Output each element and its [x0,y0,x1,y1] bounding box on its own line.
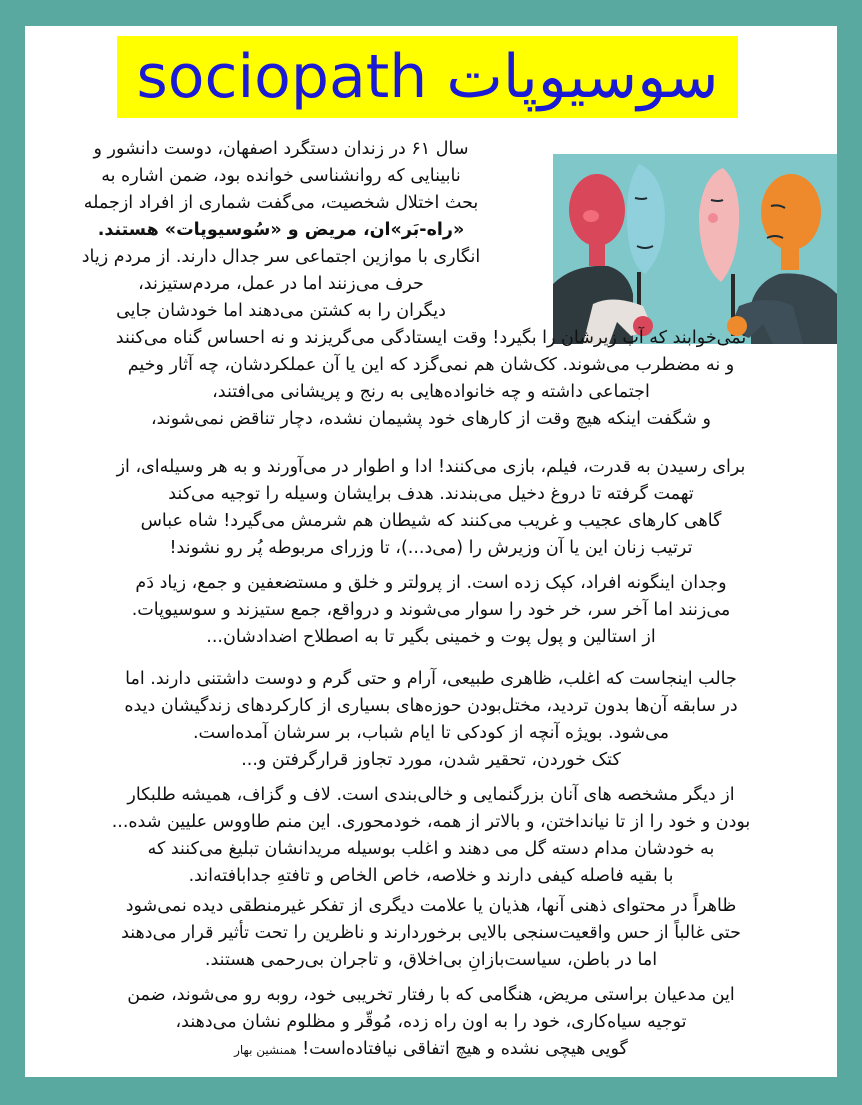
paragraph-line: «راه-بَر»ان، مریض و «سُوسیوپات» هستند. [97,220,465,240]
paragraph-5 [31,782,831,890]
paragraph-line: توجیه سیاه‌کاری، خود را به اون راه زده، مُوقّر و مظلوم نشان می‌دهند، [175,1012,687,1032]
paragraph-line: با بقیه فاصله کیفی دارند و خلاصه، خاص الخاص و تافتهِ جدابافته‌اند. [188,866,674,886]
paragraph-line: جالب اینجاست که اغلب، ظاهری طبیعی، آرام و حتی گرم و دوست داشتنی دارند. اما [125,669,737,689]
paragraph-line: بحث اختلال شخصیت، می‌گفت شماری از افراد ازجمله [83,193,479,213]
paragraph-line: و شگفت اینکه هیچ وقت از کارهای خود پشیمان نشده، دچار تناقض نمی‌شوند، [151,409,711,429]
paragraph-line: وجدان اینگونه افراد، کپک زده است. از پرولتر و خلق و مستضعفین و جمع، زیاد دَم [135,573,727,593]
paragraph-4 [31,666,831,774]
two-faced-people-with-masks-illustration [553,154,837,344]
paragraph-line: و نه مضطرب می‌شوند. کک‌شان هم نمی‌گزد که این یا آن عملکردشان، چه آثار وخیم [127,355,735,375]
paragraph-line: در سابقه آن‌ها بدون تردید، مختل‌بودن حوزه‌های بسیاری از کارکردهای زندگیشان دیده [124,696,738,716]
paragraph-7 [31,982,831,1064]
paragraph-line: اما در باطن، سیاست‌بازانِ بی‌اخلاق، و تاجران بی‌رحمی هستند. [204,950,658,970]
page-title: سوسیوپات sociopath [136,42,719,112]
paragraph-2 [31,454,831,562]
paragraph-line: گویی هیچی نشده و هیچ اتفاقی نیافتاده‌است! [302,1039,628,1059]
author-signature: همنشین بهار [234,1043,297,1057]
paragraph-line: می‌شود. بویژه آنچه از کودکی تا ایام شباب، بر سرشان آمده‌است. [192,723,670,743]
page [25,26,837,1077]
paragraph-line: این مدعیان براستی مریض، هنگامی که با رفتار تخریبی خود، روبه رو می‌شوند، ضمن [127,985,735,1005]
title-banner [117,36,738,118]
paragraph-line: سال ۶۱ در زندان دستگرد اصفهان، دوست دانشور و [93,139,469,159]
paragraph-line: حرف می‌زنند اما در عمل، مردم‌ستیزند، [138,274,424,294]
paragraph-line: حتی غالباً از حس واقعیت‌سنجی بالایی برخوردارند و ناظرین را تحت تأثیر قرار می‌دهند [121,923,741,943]
paragraph-line: به خودشان مدام دسته گل می دهند و اغلب بوسیله مریدانشان تبلیغ می‌کنند که [147,839,715,859]
paragraph-3 [31,570,831,651]
paragraph-6 [31,893,831,974]
paragraph-line: از استالین و پول پوت و خمینی بگیر تا به اصطلاح اضدادشان... [206,627,656,647]
paragraph-line: نمی‌خوابند که آب زیرشان را بگیرد! وقت ایستادگی می‌گریزند و نه احساس گناه می‌کنند [115,328,747,348]
paragraph-line: اجتماعی داشته و چه خانواده‌هایی به رنج و پریشانی می‌افتند، [212,382,650,402]
paragraph-1-continued [31,325,831,433]
paragraph-line: انگاری با موازین اجتماعی سر جدال دارند. از مردم زیاد [81,247,481,267]
paragraph-line: ترتیب زنان این یا آن وزیرش را (می‌د...)، تا وزرای مربوطه پُر رو نشوند! [169,538,693,558]
paragraph-line: برای رسیدن به قدرت، فیلم، بازی می‌کنند! ادا و اطوار در می‌آورند و به هر وسیله‌ای، از [116,457,746,477]
paragraph-line: دیگران را به کشتن می‌دهند اما خودشان جایی [116,301,446,321]
paragraph-line: از دیگر مشخصه های آنان بزرگنمایی و خالی‌بندی است. لاف و گزاف، همیشه طلبکار [127,785,735,805]
paragraph-1 [25,136,537,325]
paragraph-line: می‌زنند اما آخر سر، خر خود را سوار می‌شوند و درواقع، جمع ستیزند و سوسیوپات. [131,600,731,620]
paragraph-line: گاهی کارهای عجیب و غریب می‌کنند که شیطان هم شرمش می‌گیرد! شاه عباس [140,511,722,531]
paragraph-line: تهمت گرفته تا دروغ دخیل می‌بندند. هدف برایشان وسیله را توجیه می‌کند [168,484,694,504]
paragraph-line: بودن و خود را از تا نیانداختن، و بالاتر از همه، خودمحوری. این منم طاووس علیین شده... [111,812,751,832]
paragraph-last-line [31,1036,831,1064]
paragraph-line: ظاهراً در محتوای ذهنی آنها، هذیان یا علامت دیگری از تفکر غیرمنطقی دیده نمی‌شود [125,896,737,916]
paragraph-line: نابینایی که روانشناسی خوانده بود، ضمن اشاره به [101,166,461,186]
masks-illustration-svg [553,154,837,344]
paragraph-line: کتک خوردن، تحقیر شدن، مورد تجاوز قرارگرفتن و... [241,750,621,770]
